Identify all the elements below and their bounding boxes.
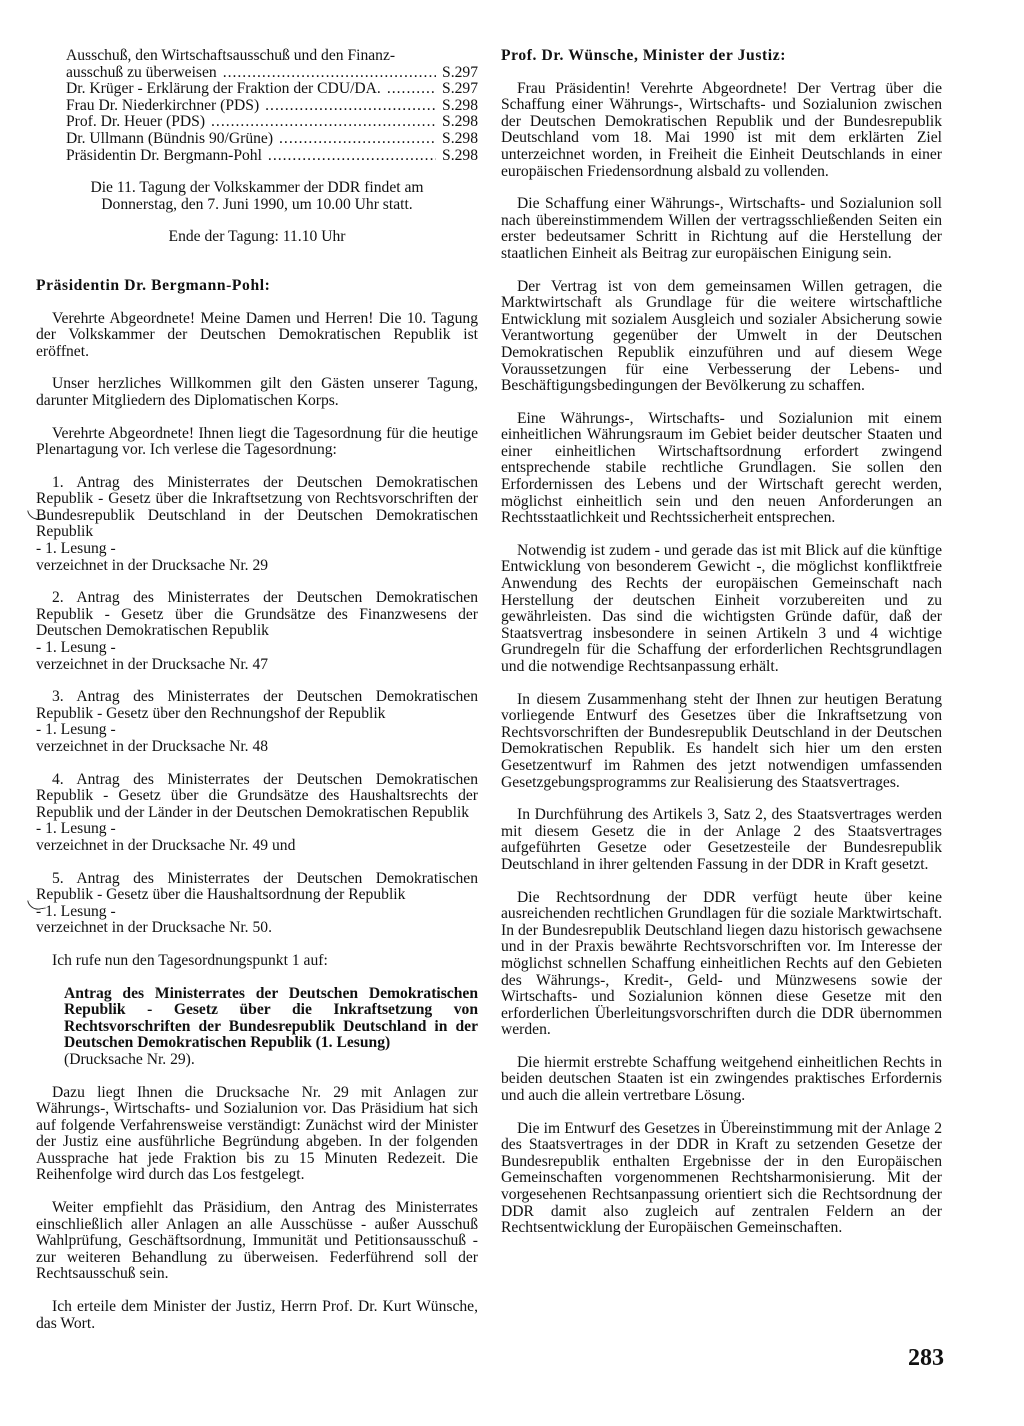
toc-row [36, 65, 478, 82]
paragraph: Die im Entwurf des Gesetzes in Übereinstimmung mit der Anlage 2 des Staatsvertrages in der DDR in Kraft zu setzenden Gesetze der Bundesrepublik enthalten Ergebnisse der in den Europäischen Gemeinschaften vorgenommenen Rechtsharmonisierung. Mit der vorgesehenen Rechtsanpassung orientiert sich die Rechtsordnung der DDR damit also zugleich auf zentralen Feldern an der Rechtsentwicklung der Europäischen Gemeinschaften. [501, 1119, 942, 1237]
agenda-reading: - 1. Lesung - [36, 639, 116, 657]
toc-row [36, 81, 478, 98]
toc-label: Frau Dr. Niederkirchner (PDS) [66, 96, 260, 114]
paragraph: Notwendig ist zudem - und gerade das ist mit Blick auf die künftige Entwicklung von besonderem Gewicht -, die möglichst konfliktfreie Anwendung des Rechts der europäischen Gemeinschaft nach Herstellung der deutschen Einheit vorzubereiten und zu gewährleisten. Das sind die wichtigsten Gründe dafür, daß der Staatsvertrag insbesondere in seinen Artikeln 3 und 4 wichtige Grundregeln für die Schaffung der erforderlichen Rechtsgrundlagen und die notwendige Rechtsanpassung erhält. [501, 541, 942, 675]
speaker-heading: Präsidentin Dr. Bergmann-Pohl: [36, 276, 271, 294]
agenda-text: 5. Antrag des Ministerrates der Deutschen Demokratischen Republik - Gesetz über die Haushaltsordnung der Republik [36, 869, 478, 904]
paragraph: Verehrte Abgeordnete! Ihnen liegt die Tagesordnung für die heutige Plenartagung vor. Ich verlese die Tagesordnung: [36, 424, 478, 459]
next-session-line-2: Donnerstag, den 7. Juni 1990, um 10.00 Uhr statt. [101, 195, 413, 213]
paragraph: Weiter empfiehlt das Präsidium, den Antrag des Ministerrates einschließlich aller Anlagen an alle Ausschüsse - außer Ausschuß Wahlprüfung, Geschäftsordnung, Immunität und Petitionsausschuß - zur weiteren Behandlung zu überweisen. Federführend soll der Rechtsausschuß sein. [36, 1199, 478, 1283]
page-number: 283 [908, 1345, 944, 1371]
agenda-item [36, 772, 478, 855]
next-session-line-1: Die 11. Tagung der Volkskammer der DDR findet am [90, 179, 424, 197]
agenda-reading: - 1. Lesung - [36, 721, 116, 739]
agenda-ref: verzeichnet in der Drucksache Nr. 29 [36, 556, 269, 574]
toc-dots [265, 98, 436, 115]
toc-label: Dr. Krüger - Erklärung der Fraktion der CDU/DA. [66, 80, 381, 98]
agenda-reading: - 1. Lesung - [36, 820, 116, 838]
paragraph: Ich erteile dem Minister der Justiz, Herrn Prof. Dr. Kurt Wünsche, das Wort. [36, 1298, 478, 1332]
paragraph: Der Vertrag ist von dem gemeinsamen Willen getragen, die Marktwirtschaft als Grundlage für die weitere wirtschaftliche Entwicklung mit sozialem Ausgleich und sozialer Absicherung sowie Verantwortung gegenüber der Umwelt in der Deutschen Demokratischen Republik einzuführen und auf diesem Wege Voraussetzungen für eine Verbesserung der Lebens- und Beschäftigungsbedingungen der Bevölkerung zu schaffen. [501, 277, 942, 395]
agenda-text: 2. Antrag des Ministerrates der Deutschen Demokratischen Republik - Gesetz über die Grundsätze des Finanzwesens der Deutschen Demokratischen Republik [36, 589, 478, 640]
agenda-text: 1. Antrag des Ministerrates der Deutschen Demokratischen Republik - Gesetz über die Inkraftsetzung von Rechtsvorschriften der Bundesrepublik Deutschland in der Deutschen Demokratischen Republik [36, 473, 478, 541]
paragraph: Die Schaffung einer Währungs-, Wirtschafts- und Sozialunion soll nach übereinstimmendem Willen der vertragsschließenden Seiten ein erster bedeutsamer Schritt in Richtung auf die Herstellung der staatlichen Einheit als Beitrag zur europäischen Einigung sein. [501, 195, 942, 262]
motion-ref: (Drucksache Nr. 29). [64, 1050, 195, 1068]
agenda-reading: - 1. Lesung - [36, 902, 116, 920]
toc-page: S.298 [442, 113, 478, 131]
motion-title: Antrag des Ministerrates der Deutschen Demokratischen Republik - Gesetz über die Inkraftsetzung von Rechtsvorschriften der Bundesrepublik Deutschland in der Deutschen Demokratischen Republik (1. Lesung) [64, 984, 478, 1052]
toc-dots [387, 81, 436, 98]
paragraph: Ich rufe nun den Tagesordnungspunkt 1 auf: [52, 951, 328, 969]
paragraph: Die hiermit erstrebte Schaffung weitgehend einheitlichen Rechts in beiden deutschen Staaten ist ein zwingendes praktisches Erfordernis und auch die allein vertretbare Lösung. [501, 1053, 942, 1105]
paragraph: Verehrte Abgeordnete! Meine Damen und Herren! Die 10. Tagung der Volkskammer der Deutschen Demokratischen Republik ist eröffnet. [36, 309, 478, 360]
paragraph: Eine Währungs-, Wirtschafts- und Sozialunion mit einem einheitlichen Währungsraum im Gebiet beider deutscher Staaten und einer einheitlichen Wirtschaftsordnung erfordert zwingend entsprechende stabile rechtliche Grundlagen. Sie sollen den Erfordernissen des Lebens und der Wirtschaft gerecht werden, möglichst einheitlich sein und den neuen Anforderungen an Rechtsstaatlichkeit und Rechtssicherheit entsprechen. [501, 409, 942, 527]
agenda-text: 3. Antrag des Ministerrates der Deutschen Demokratischen Republik - Gesetz über den Rechnungshof der Republik [36, 688, 478, 722]
handwritten-mark [27, 897, 46, 911]
right-column [501, 48, 942, 1237]
toc-label: Präsidentin Dr. Bergmann-Pohl [66, 146, 262, 164]
toc-row [36, 131, 478, 148]
agenda-text: 4. Antrag des Ministerrates der Deutschen Demokratischen Republik - Gesetz über die Grundsätze des Haushaltsrechts der Republik und der Länder in der Deutschen Demokratischen Republik [36, 770, 478, 821]
toc-first-line: Ausschuß, den Wirtschaftsausschuß und den Finanz- [66, 47, 396, 64]
toc-dots [268, 148, 436, 165]
agenda-reading: - 1. Lesung - [36, 540, 116, 558]
paragraph: Unser herzliches Willkommen gilt den Gästen unserer Tagung, darunter Mitgliedern des Diplomatischen Korps. [36, 375, 478, 409]
agenda-ref: verzeichnet in der Drucksache Nr. 48 [36, 738, 269, 755]
agenda-item [36, 689, 478, 755]
agenda-item [36, 590, 478, 673]
agenda-item [36, 475, 478, 575]
motion-block [36, 986, 478, 1069]
toc-label: ausschuß zu überweisen [66, 63, 217, 81]
end-of-session: Ende der Tagung: 11.10 Uhr [168, 228, 346, 246]
paragraph: Frau Präsidentin! Verehrte Abgeordnete! Der Vertrag über die Schaffung einer Währungs-, Wirtschafts- und Sozialunion zwischen der Deutschen Demokratischen Republik und der Bundesrepublik Deutschland vom 18. Mai 1990 ist mit dem erklärten Ziel unterzeichnet worden, in Freiheit die Einheit Deutschlands in einer europäischen Friedensordnung alsbald zu vollenden. [501, 79, 942, 180]
paragraph: Dazu liegt Ihnen die Drucksache Nr. 29 mit Anlagen zur Währungs-, Wirtschafts- und Sozialunion vor. Das Präsidium hat sich auf folgende Verfahrensweise verständigt: Zunächst wird der Minister der Justiz eine ausführliche Begründung abgeben. In der folgenden Aussprache hat jede Fraktion bis zu 15 Minuten Redezeit. Die Reihenfolge wird durch das Los festgelegt. [36, 1083, 478, 1184]
toc [36, 48, 478, 164]
agenda-ref: verzeichnet in der Drucksache Nr. 49 und [36, 836, 296, 854]
toc-page: S.298 [442, 146, 478, 164]
left-column [36, 48, 478, 1332]
speaker-heading: Prof. Dr. Wünsche, Minister der Justiz: [501, 47, 787, 64]
agenda-ref: verzeichnet in der Drucksache Nr. 50. [36, 919, 272, 937]
toc-label: Prof. Dr. Heuer (PDS) [66, 113, 206, 131]
toc-label: Dr. Ullmann (Bündnis 90/Grüne) [66, 129, 274, 147]
toc-page: S.298 [442, 96, 478, 114]
toc-page: S.298 [442, 129, 478, 147]
paragraph: Die Rechtsordnung der DDR verfügt heute über keine ausreichenden rechtlichen Grundlagen für die soziale Marktwirtschaft. In der Bundesrepublik Deutschland liegen dazu historisch gewachsene und in der Praxis bewährte Rechtsvorschriften vor. Im Interesse der möglichst schnellen Schaffung einheitlichen Rechts auf den Gebieten des Währungs-, Kredit-, Geld- und Münzwesens sowie der Wirtschafts- und Sozialunion können diese Gesetze mit den erforderlichen Überleitungsvorschriften durch die DDR übernommen werden. [501, 888, 942, 1039]
toc-page: S.297 [442, 80, 478, 98]
toc-page: S.297 [442, 63, 478, 81]
toc-dots [223, 65, 436, 82]
toc-dots [279, 131, 436, 148]
toc-row [36, 98, 478, 115]
toc-dots [211, 114, 436, 131]
toc-row [36, 148, 478, 165]
paragraph: In diesem Zusammenhang steht der Ihnen zur heutigen Beratung vorliegende Entwurf des Gesetzes über die Inkraftsetzung von Rechtsvorschriften der Bundesrepublik Deutschland in der Deutschen Demokratischen Republik. Es handelt sich hier um den ersten Gesetzentwurf im Rahmen des jetzt notwendigen umfassenden Gesetzgebungsprogramms zur Realisierung des Staatsvertrages. [501, 690, 942, 791]
agenda-item [36, 871, 478, 937]
toc-row [36, 114, 478, 131]
paragraph: In Durchführung des Artikels 3, Satz 2, des Staatsvertrages werden mit diesem Gesetz die in der Anlage 2 des Staatsvertrages aufgeführten Gesetze oder Gesetzesteile der Bundesrepublik Deutschland in ihrer geltenden Fassung in der DDR in Kraft gesetzt. [501, 806, 942, 873]
agenda-ref: verzeichnet in der Drucksache Nr. 47 [36, 655, 269, 673]
